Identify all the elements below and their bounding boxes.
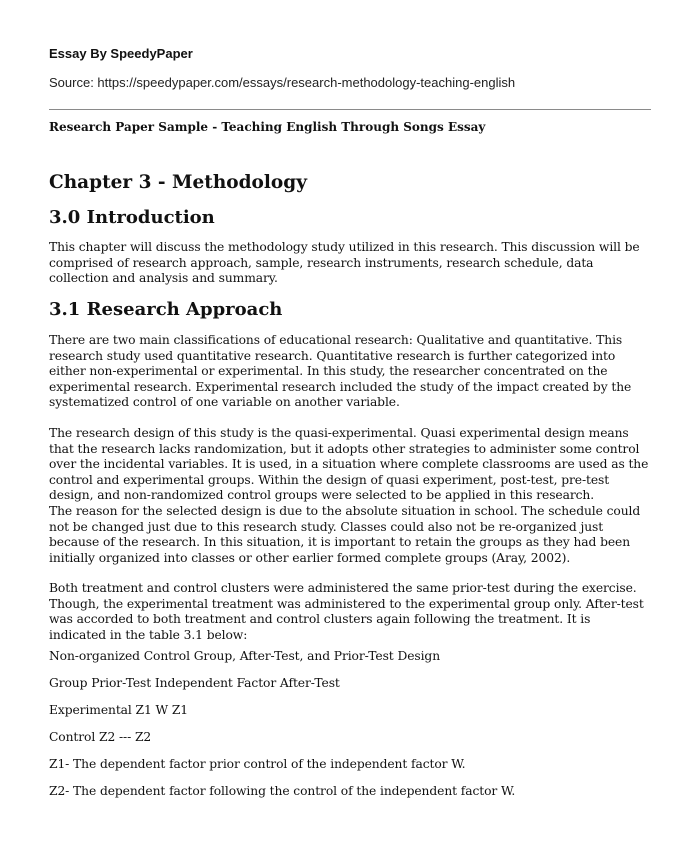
chapter-title: Chapter 3 - Methodology [49, 172, 307, 193]
paragraph-introduction: This chapter will discuss the methodology study utilized in this research. This discussion will be comprised of research approach, sample, research instruments, research schedule, data collection and analysis and summary. [49, 240, 640, 285]
paragraph-approach-2: The research design of this study is the quasi-experimental. Quasi experimental design means that the research lacks randomization, but it adopts other strategies to administer some control over the incidental variables. It is used, in a situation where complete classrooms are used as the control and experimental groups. Within the design of quasi experiment, post-test, pre-test design, and non-randomized control groups were selected to be applied in this research. [49, 426, 649, 502]
table-row-experimental: Experimental Z1 W Z1 [49, 703, 189, 717]
paragraph-approach-4: Both treatment and control clusters were administered the same prior-test during the exercise. Though, the experimental treatment was administered to the experimental group only. After-test was accorded to both treatment and control clusters again following the treatment. It is indicated in the table 3.1 below: [49, 581, 644, 642]
table-caption: Non-organized Control Group, After-Test, and Prior-Test Design [49, 649, 441, 663]
document-title: Research Paper Sample - Teaching English Through Songs Essay [49, 120, 486, 134]
section-heading-research-approach: 3.1 Research Approach [49, 299, 283, 320]
table-header-line: Group Prior-Test Independent Factor After-Test [49, 676, 340, 690]
note-z1: Z1- The dependent factor prior control of the independent factor W. [49, 757, 466, 771]
brand-label: Essay By SpeedyPaper [49, 46, 193, 61]
paragraph-approach-1: There are two main classifications of educational research: Qualitative and quantitative. This research study used quantitative research. Quantitative research is further categorized into either non-experimental or experimental. In this study, the researcher concentrated on the experimental research. Experimental research included the study of the impact created by the systematized control of one variable on another variable. [49, 333, 632, 409]
paragraph-approach-3: The reason for the selected design is due to the absolute situation in school. The schedule could not be changed just due to this research study. Classes could also not be re-organized just because of the research. In this situation, it is important to retain the groups as they had been initially organized into classes or other earlier formed complete groups (Aray, 2002). [49, 504, 641, 565]
section-heading-introduction: 3.0 Introduction [49, 207, 215, 228]
source-url: Source: https://speedypaper.com/essays/research-methodology-teaching-english [49, 75, 516, 90]
header-divider [49, 109, 651, 110]
note-z2: Z2- The dependent factor following the control of the independent factor W. [49, 784, 516, 798]
table-row-control: Control Z2 --- Z2 [49, 730, 152, 744]
